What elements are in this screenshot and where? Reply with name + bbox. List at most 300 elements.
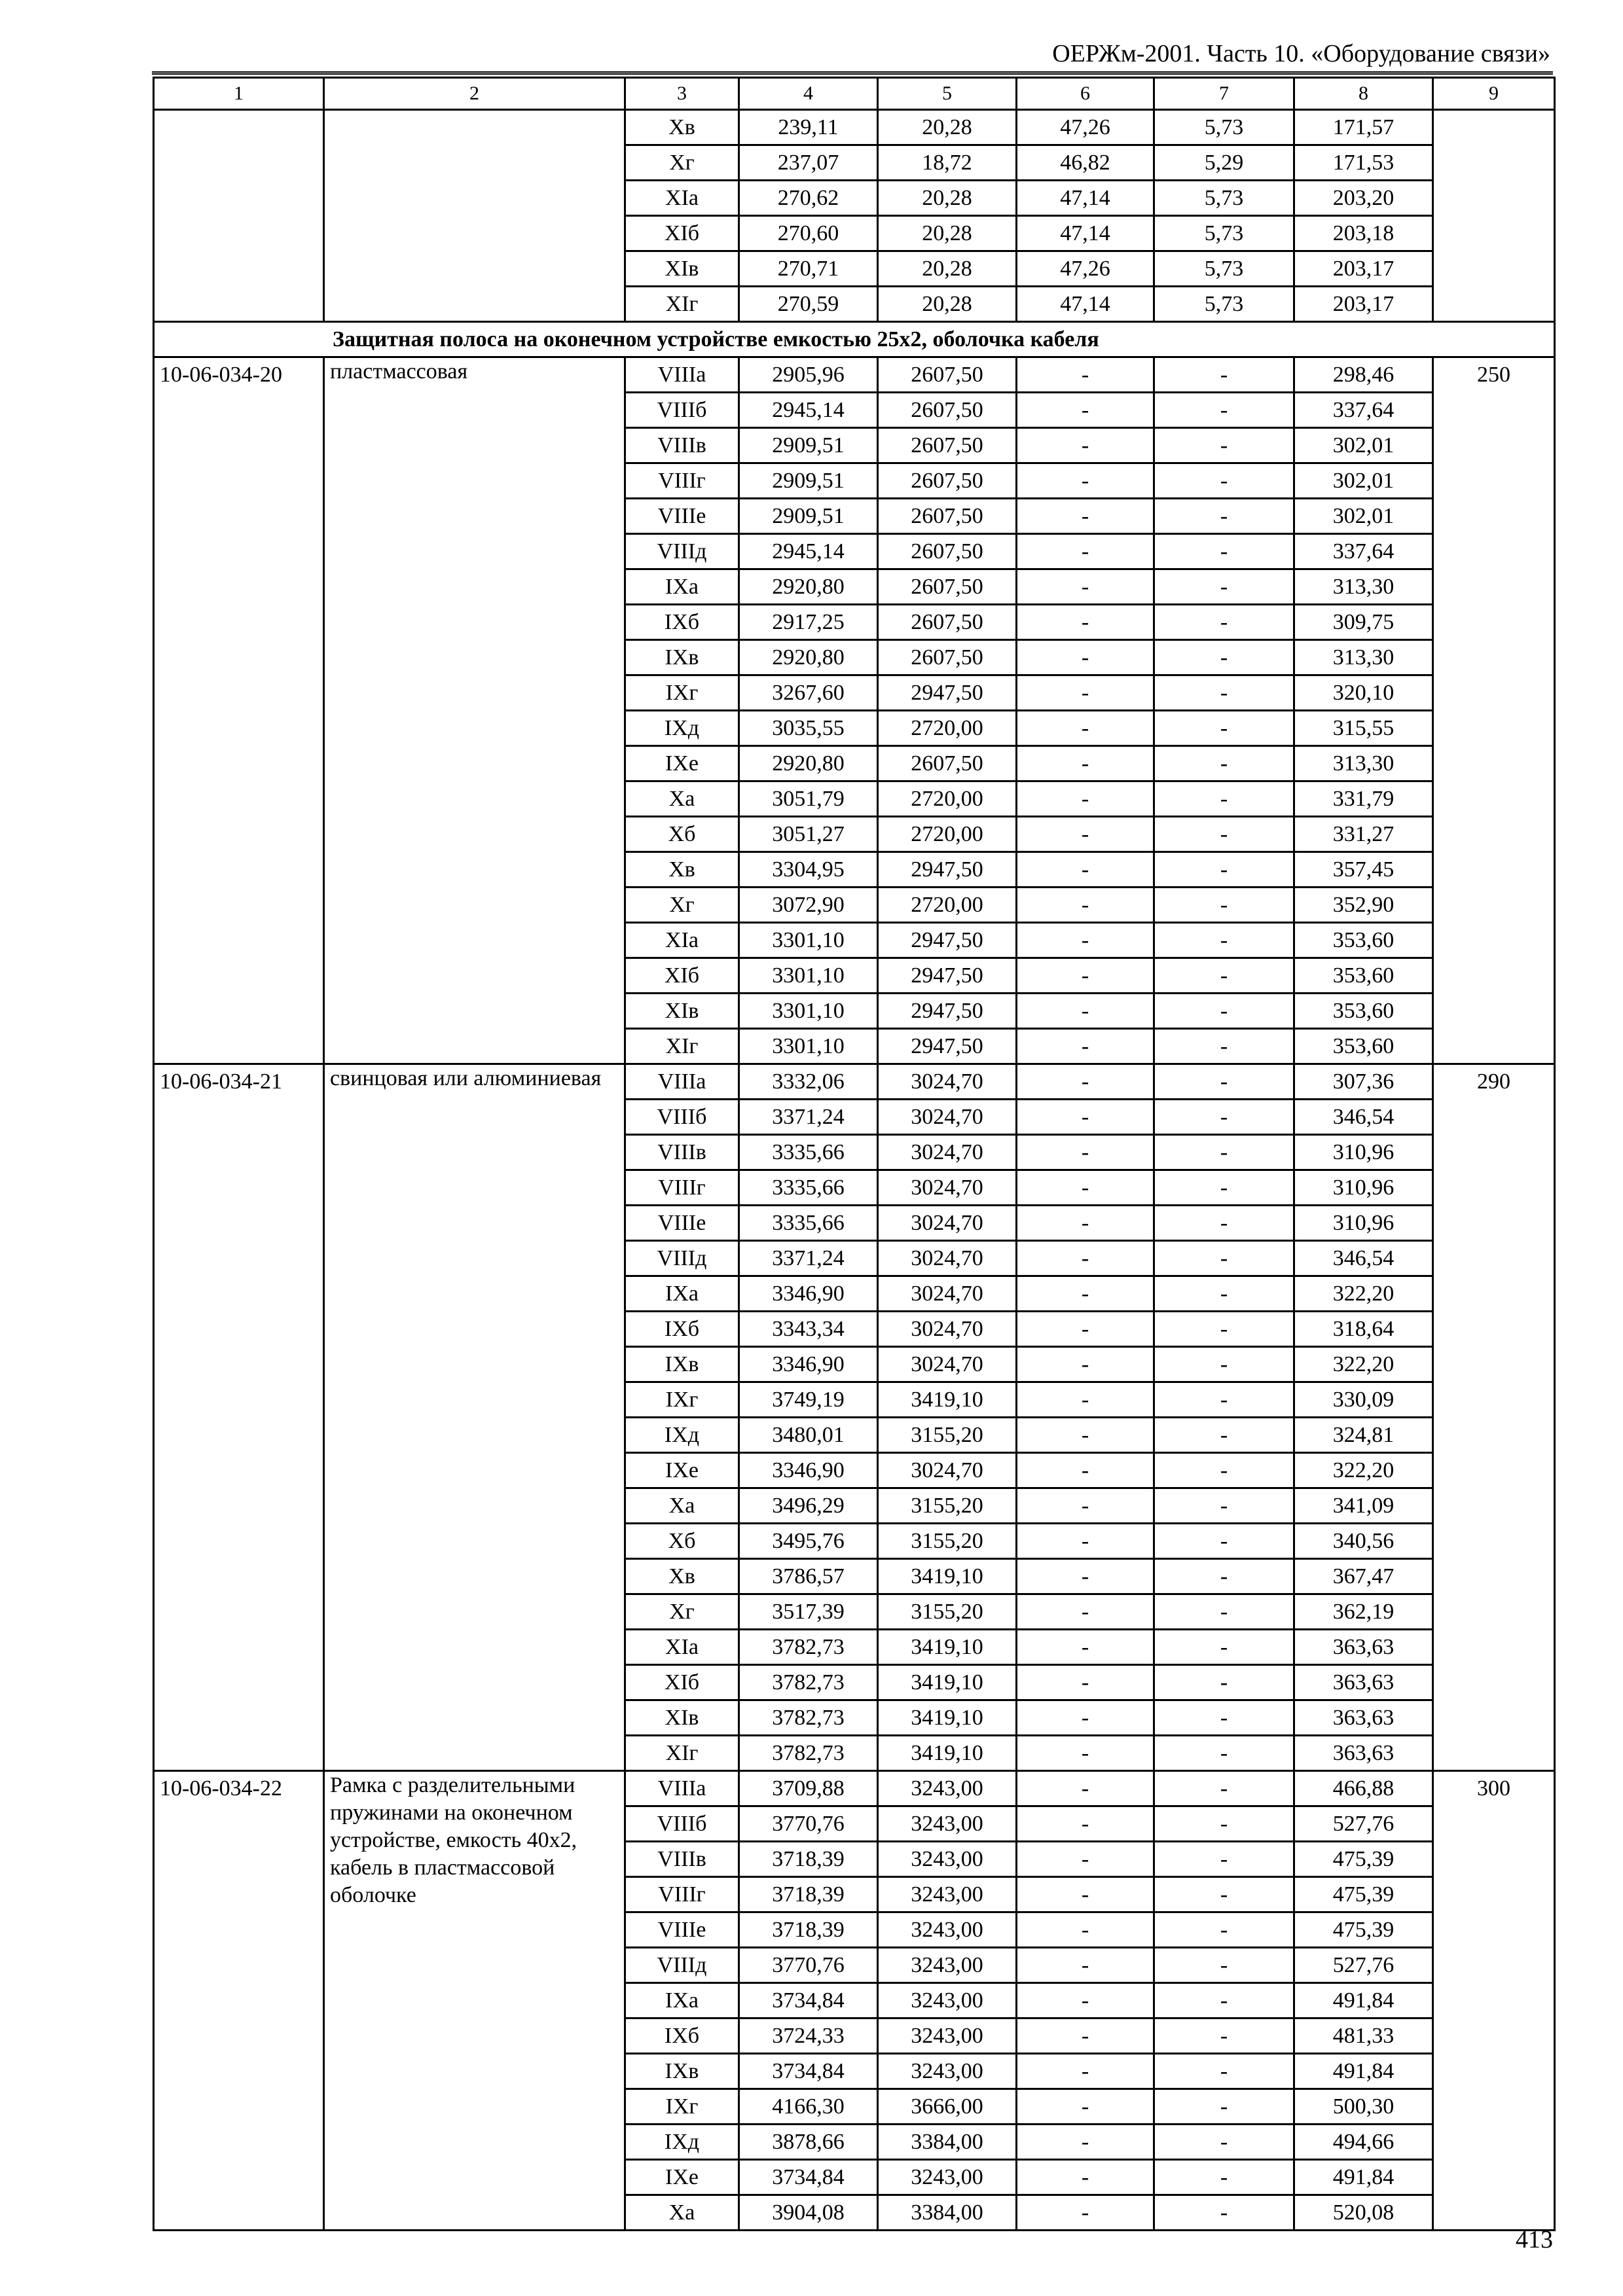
materials-cell: 491,84	[1294, 1983, 1433, 2018]
machines-cell: 47,26	[1017, 110, 1154, 145]
total-cost-cell: 3718,39	[739, 1842, 878, 1877]
machines-cell: -	[1017, 888, 1154, 923]
total-cost-cell: 3051,79	[739, 781, 878, 817]
machinist-wages-cell: -	[1154, 1241, 1294, 1276]
group-cell: Xв	[625, 852, 739, 888]
machinist-wages-cell: 5,73	[1154, 251, 1294, 287]
total-cost-cell: 270,60	[739, 216, 878, 251]
group-cell: VIIIв	[625, 1842, 739, 1877]
code-cell: 10-06-034-22	[154, 1771, 324, 2231]
machinist-wages-cell: -	[1154, 1312, 1294, 1347]
wages-cell: 3024,70	[878, 1347, 1017, 1382]
materials-cell: 494,66	[1294, 2125, 1433, 2160]
machinist-wages-cell: -	[1154, 605, 1294, 640]
group-cell: VIIIб	[625, 1806, 739, 1842]
group-cell: VIIIд	[625, 534, 739, 569]
group-cell: Xа	[625, 781, 739, 817]
machines-cell: -	[1017, 1983, 1154, 2018]
wages-cell: 3243,00	[878, 1842, 1017, 1877]
machines-cell: 47,14	[1017, 287, 1154, 322]
col9-cell: 290	[1433, 1064, 1555, 1771]
total-cost-cell: 3782,73	[739, 1700, 878, 1736]
machines-cell: -	[1017, 534, 1154, 569]
machinist-wages-cell: -	[1154, 393, 1294, 428]
column-number: 4	[739, 78, 878, 110]
machines-cell: -	[1017, 1100, 1154, 1135]
total-cost-cell: 3035,55	[739, 711, 878, 746]
wages-cell: 2720,00	[878, 781, 1017, 817]
group-cell: IXе	[625, 2160, 739, 2195]
total-cost-cell: 3770,76	[739, 1806, 878, 1842]
total-cost-cell: 270,71	[739, 251, 878, 287]
materials-cell: 367,47	[1294, 1559, 1433, 1594]
group-cell: IXа	[625, 1983, 739, 2018]
group-cell: IXа	[625, 1276, 739, 1312]
materials-cell: 363,63	[1294, 1630, 1433, 1665]
column-number: 2	[324, 78, 625, 110]
total-cost-cell: 239,11	[739, 110, 878, 145]
wages-cell: 2947,50	[878, 923, 1017, 958]
machines-cell: -	[1017, 1877, 1154, 1912]
group-cell: VIIIг	[625, 1170, 739, 1206]
group-cell: VIIIг	[625, 1877, 739, 1912]
total-cost-cell: 3346,90	[739, 1276, 878, 1312]
wages-cell: 20,28	[878, 181, 1017, 216]
machines-cell: -	[1017, 1170, 1154, 1206]
machines-cell: -	[1017, 958, 1154, 994]
materials-cell: 527,76	[1294, 1948, 1433, 1983]
code-cell	[154, 110, 324, 322]
machines-cell: -	[1017, 569, 1154, 605]
materials-cell: 203,18	[1294, 216, 1433, 251]
machinist-wages-cell: -	[1154, 1559, 1294, 1594]
machinist-wages-cell: -	[1154, 1771, 1294, 1806]
wages-cell: 3666,00	[878, 2089, 1017, 2125]
group-cell: IXд	[625, 2125, 739, 2160]
machinist-wages-cell: 5,29	[1154, 145, 1294, 181]
total-cost-cell: 3749,19	[739, 1382, 878, 1418]
total-cost-cell: 3301,10	[739, 994, 878, 1029]
total-cost-cell: 2945,14	[739, 393, 878, 428]
group-cell: XIв	[625, 251, 739, 287]
machinist-wages-cell: -	[1154, 1418, 1294, 1453]
machines-cell: -	[1017, 675, 1154, 711]
wages-cell: 18,72	[878, 145, 1017, 181]
col9-cell	[1433, 110, 1555, 322]
machines-cell: -	[1017, 923, 1154, 958]
wages-cell: 2607,50	[878, 640, 1017, 675]
total-cost-cell: 2909,51	[739, 428, 878, 463]
machines-cell: -	[1017, 781, 1154, 817]
machines-cell: -	[1017, 2018, 1154, 2054]
total-cost-cell: 3496,29	[739, 1488, 878, 1524]
materials-cell: 313,30	[1294, 640, 1433, 675]
wages-cell: 3243,00	[878, 2054, 1017, 2089]
group-cell: XIг	[625, 1029, 739, 1064]
group-cell: VIIIа	[625, 1064, 739, 1100]
group-cell: IXв	[625, 1347, 739, 1382]
group-cell: IXе	[625, 746, 739, 781]
col9-cell: 250	[1433, 357, 1555, 1064]
total-cost-cell: 2945,14	[739, 534, 878, 569]
column-number: 8	[1294, 78, 1433, 110]
total-cost-cell: 3346,90	[739, 1347, 878, 1382]
machines-cell: 47,26	[1017, 251, 1154, 287]
wages-cell: 3243,00	[878, 1806, 1017, 1842]
total-cost-cell: 3724,33	[739, 2018, 878, 2054]
section-header-row	[154, 322, 1555, 357]
group-cell: XIб	[625, 216, 739, 251]
machines-cell: -	[1017, 2054, 1154, 2089]
wages-cell: 2607,50	[878, 393, 1017, 428]
machinist-wages-cell: -	[1154, 1206, 1294, 1241]
materials-cell: 491,84	[1294, 2160, 1433, 2195]
group-cell: Xв	[625, 1559, 739, 1594]
wages-cell: 3419,10	[878, 1736, 1017, 1771]
machines-cell: -	[1017, 852, 1154, 888]
total-cost-cell: 2917,25	[739, 605, 878, 640]
machinist-wages-cell: -	[1154, 534, 1294, 569]
materials-cell: 491,84	[1294, 2054, 1433, 2089]
group-cell: Xг	[625, 1594, 739, 1630]
machinist-wages-cell: -	[1154, 958, 1294, 994]
group-cell: XIа	[625, 923, 739, 958]
total-cost-cell: 3332,06	[739, 1064, 878, 1100]
materials-cell: 331,79	[1294, 781, 1433, 817]
column-number: 7	[1154, 78, 1294, 110]
machines-cell: -	[1017, 746, 1154, 781]
machines-cell: -	[1017, 393, 1154, 428]
machines-cell: 47,14	[1017, 216, 1154, 251]
group-cell: Xб	[625, 817, 739, 852]
materials-cell: 203,17	[1294, 251, 1433, 287]
machines-cell: -	[1017, 1347, 1154, 1382]
materials-cell: 318,64	[1294, 1312, 1433, 1347]
group-cell: IXд	[625, 711, 739, 746]
machinist-wages-cell: -	[1154, 1630, 1294, 1665]
materials-cell: 353,60	[1294, 994, 1433, 1029]
materials-cell: 313,30	[1294, 746, 1433, 781]
machines-cell: -	[1017, 1488, 1154, 1524]
materials-cell: 310,96	[1294, 1206, 1433, 1241]
total-cost-cell: 3371,24	[739, 1100, 878, 1135]
machinist-wages-cell: -	[1154, 1806, 1294, 1842]
total-cost-cell: 3304,95	[739, 852, 878, 888]
machinist-wages-cell: -	[1154, 1347, 1294, 1382]
machinist-wages-cell: -	[1154, 2089, 1294, 2125]
materials-cell: 475,39	[1294, 1877, 1433, 1912]
materials-cell: 352,90	[1294, 888, 1433, 923]
wages-cell: 2607,50	[878, 499, 1017, 534]
group-cell: XIа	[625, 181, 739, 216]
materials-cell: 302,01	[1294, 463, 1433, 499]
column-number: 5	[878, 78, 1017, 110]
total-cost-cell: 3343,34	[739, 1312, 878, 1347]
wages-cell: 3155,20	[878, 1488, 1017, 1524]
machines-cell: -	[1017, 2160, 1154, 2195]
group-cell: XIа	[625, 1630, 739, 1665]
machinist-wages-cell: -	[1154, 1064, 1294, 1100]
group-cell: XIв	[625, 994, 739, 1029]
machinist-wages-cell: -	[1154, 746, 1294, 781]
machinist-wages-cell: -	[1154, 711, 1294, 746]
materials-cell: 346,54	[1294, 1100, 1433, 1135]
group-cell: Xб	[625, 1524, 739, 1559]
total-cost-cell: 3517,39	[739, 1594, 878, 1630]
wages-cell: 2607,50	[878, 569, 1017, 605]
machinist-wages-cell: -	[1154, 1029, 1294, 1064]
machinist-wages-cell: -	[1154, 1276, 1294, 1312]
machines-cell: -	[1017, 357, 1154, 393]
machinist-wages-cell: -	[1154, 994, 1294, 1029]
group-cell: Xа	[625, 1488, 739, 1524]
machines-cell: -	[1017, 2089, 1154, 2125]
machines-cell: -	[1017, 1029, 1154, 1064]
total-cost-cell: 3718,39	[739, 1877, 878, 1912]
wages-cell: 2720,00	[878, 817, 1017, 852]
group-cell: VIIIе	[625, 1206, 739, 1241]
group-cell: IXв	[625, 640, 739, 675]
group-cell: IXб	[625, 2018, 739, 2054]
total-cost-cell: 4166,30	[739, 2089, 878, 2125]
total-cost-cell: 3782,73	[739, 1736, 878, 1771]
wages-cell: 2720,00	[878, 711, 1017, 746]
wages-cell: 3419,10	[878, 1630, 1017, 1665]
machinist-wages-cell: -	[1154, 463, 1294, 499]
column-number: 6	[1017, 78, 1154, 110]
machines-cell: -	[1017, 1453, 1154, 1488]
machines-cell: 46,82	[1017, 145, 1154, 181]
machines-cell: -	[1017, 1948, 1154, 1983]
machinist-wages-cell: -	[1154, 888, 1294, 923]
machines-cell: -	[1017, 1630, 1154, 1665]
column-number: 1	[154, 78, 324, 110]
total-cost-cell: 2909,51	[739, 499, 878, 534]
materials-cell: 315,55	[1294, 711, 1433, 746]
materials-cell: 171,57	[1294, 110, 1433, 145]
materials-cell: 337,64	[1294, 534, 1433, 569]
page-number: 413	[1516, 2226, 1553, 2253]
materials-cell: 500,30	[1294, 2089, 1433, 2125]
wages-cell: 2947,50	[878, 958, 1017, 994]
group-cell: IXб	[625, 1312, 739, 1347]
materials-cell: 481,33	[1294, 2018, 1433, 2054]
name-cell: пластмассовая	[324, 357, 625, 1064]
materials-cell: 320,10	[1294, 675, 1433, 711]
group-cell: VIIIв	[625, 428, 739, 463]
machinist-wages-cell: -	[1154, 1736, 1294, 1771]
machinist-wages-cell: -	[1154, 1453, 1294, 1488]
machines-cell: 47,14	[1017, 181, 1154, 216]
wages-cell: 20,28	[878, 110, 1017, 145]
total-cost-cell: 3734,84	[739, 2160, 878, 2195]
total-cost-cell: 3301,10	[739, 923, 878, 958]
materials-cell: 302,01	[1294, 428, 1433, 463]
wages-cell: 20,28	[878, 251, 1017, 287]
machines-cell: -	[1017, 2125, 1154, 2160]
wages-cell: 3024,70	[878, 1241, 1017, 1276]
wages-cell: 3243,00	[878, 2018, 1017, 2054]
materials-cell: 330,09	[1294, 1382, 1433, 1418]
group-cell: VIIIв	[625, 1135, 739, 1170]
total-cost-cell: 2905,96	[739, 357, 878, 393]
machines-cell: -	[1017, 1418, 1154, 1453]
materials-cell: 353,60	[1294, 1029, 1433, 1064]
machinist-wages-cell: -	[1154, 1877, 1294, 1912]
machinist-wages-cell: -	[1154, 2195, 1294, 2231]
materials-cell: 346,54	[1294, 1241, 1433, 1276]
code-cell: 10-06-034-20	[154, 357, 324, 1064]
machinist-wages-cell: -	[1154, 817, 1294, 852]
wages-cell: 3024,70	[878, 1312, 1017, 1347]
machines-cell: -	[1017, 1312, 1154, 1347]
group-cell: VIIIа	[625, 357, 739, 393]
machines-cell: -	[1017, 1736, 1154, 1771]
materials-cell: 203,17	[1294, 287, 1433, 322]
wages-cell: 3024,70	[878, 1276, 1017, 1312]
materials-cell: 357,45	[1294, 852, 1433, 888]
wages-cell: 3024,70	[878, 1064, 1017, 1100]
machines-cell: -	[1017, 1665, 1154, 1700]
group-cell: XIб	[625, 958, 739, 994]
table-row	[154, 1064, 1555, 1100]
total-cost-cell: 3335,66	[739, 1135, 878, 1170]
total-cost-cell: 3709,88	[739, 1771, 878, 1806]
table-body	[154, 78, 1555, 2231]
machinist-wages-cell: -	[1154, 1170, 1294, 1206]
materials-cell: 331,27	[1294, 817, 1433, 852]
wages-cell: 3024,70	[878, 1100, 1017, 1135]
wages-cell: 3243,00	[878, 2160, 1017, 2195]
total-cost-cell: 3335,66	[739, 1206, 878, 1241]
wages-cell: 2607,50	[878, 428, 1017, 463]
total-cost-cell: 3346,90	[739, 1453, 878, 1488]
machines-cell: -	[1017, 1912, 1154, 1948]
total-cost-cell: 2909,51	[739, 463, 878, 499]
machines-cell: -	[1017, 463, 1154, 499]
materials-cell: 322,20	[1294, 1453, 1433, 1488]
rates-table	[153, 77, 1556, 2231]
machines-cell: -	[1017, 1206, 1154, 1241]
machinist-wages-cell: -	[1154, 781, 1294, 817]
machinist-wages-cell: -	[1154, 2125, 1294, 2160]
wages-cell: 3024,70	[878, 1206, 1017, 1241]
total-cost-cell: 3335,66	[739, 1170, 878, 1206]
wages-cell: 3243,00	[878, 1771, 1017, 1806]
total-cost-cell: 3782,73	[739, 1665, 878, 1700]
materials-cell: 340,56	[1294, 1524, 1433, 1559]
machinist-wages-cell: -	[1154, 2054, 1294, 2089]
materials-cell: 527,76	[1294, 1806, 1433, 1842]
wages-cell: 3024,70	[878, 1453, 1017, 1488]
machines-cell: -	[1017, 1842, 1154, 1877]
total-cost-cell: 3786,57	[739, 1559, 878, 1594]
wages-cell: 2607,50	[878, 463, 1017, 499]
wages-cell: 2947,50	[878, 1029, 1017, 1064]
wages-cell: 2947,50	[878, 994, 1017, 1029]
group-cell: VIIIд	[625, 1241, 739, 1276]
machines-cell: -	[1017, 817, 1154, 852]
materials-cell: 363,63	[1294, 1700, 1433, 1736]
total-cost-cell: 3371,24	[739, 1241, 878, 1276]
group-cell: VIIIд	[625, 1948, 739, 1983]
document-title: ОЕРЖм-2001. Часть 10. «Оборудование связи»	[1052, 40, 1550, 67]
machinist-wages-cell: 5,73	[1154, 287, 1294, 322]
group-cell: XIб	[625, 1665, 739, 1700]
materials-cell: 310,96	[1294, 1135, 1433, 1170]
materials-cell: 309,75	[1294, 605, 1433, 640]
wages-cell: 2720,00	[878, 888, 1017, 923]
materials-cell: 322,20	[1294, 1347, 1433, 1382]
group-cell: XIг	[625, 1736, 739, 1771]
machinist-wages-cell: -	[1154, 1842, 1294, 1877]
group-cell: Xа	[625, 2195, 739, 2231]
total-cost-cell: 3051,27	[739, 817, 878, 852]
wages-cell: 3419,10	[878, 1382, 1017, 1418]
group-cell: Xв	[625, 110, 739, 145]
wages-cell: 3155,20	[878, 1594, 1017, 1630]
total-cost-cell: 3734,84	[739, 1983, 878, 2018]
group-cell: VIIIб	[625, 393, 739, 428]
machinist-wages-cell: -	[1154, 1665, 1294, 1700]
wages-cell: 2607,50	[878, 746, 1017, 781]
column-number: 3	[625, 78, 739, 110]
materials-cell: 310,96	[1294, 1170, 1433, 1206]
total-cost-cell: 3878,66	[739, 2125, 878, 2160]
wages-cell: 3419,10	[878, 1665, 1017, 1700]
wages-cell: 3243,00	[878, 1912, 1017, 1948]
machinist-wages-cell: -	[1154, 499, 1294, 534]
machinist-wages-cell: -	[1154, 1948, 1294, 1983]
materials-cell: 363,63	[1294, 1736, 1433, 1771]
machines-cell: -	[1017, 711, 1154, 746]
machines-cell: -	[1017, 1559, 1154, 1594]
wages-cell: 3243,00	[878, 1948, 1017, 1983]
total-cost-cell: 3072,90	[739, 888, 878, 923]
total-cost-cell: 3301,10	[739, 1029, 878, 1064]
wages-cell: 2607,50	[878, 534, 1017, 569]
total-cost-cell: 3770,76	[739, 1948, 878, 1983]
machines-cell: -	[1017, 1806, 1154, 1842]
machinist-wages-cell: 5,73	[1154, 181, 1294, 216]
col9-cell: 300	[1433, 1771, 1555, 2231]
total-cost-cell: 3782,73	[739, 1630, 878, 1665]
group-cell: IXг	[625, 1382, 739, 1418]
materials-cell: 171,53	[1294, 145, 1433, 181]
materials-cell: 353,60	[1294, 923, 1433, 958]
machines-cell: -	[1017, 1135, 1154, 1170]
section-title: Защитная полоса на оконечном устройстве емкостью 25х2, оболочка кабеля	[154, 322, 1555, 357]
machinist-wages-cell: -	[1154, 1382, 1294, 1418]
machines-cell: -	[1017, 499, 1154, 534]
total-cost-cell: 3904,08	[739, 2195, 878, 2231]
total-cost-cell: 270,62	[739, 181, 878, 216]
wages-cell: 3024,70	[878, 1170, 1017, 1206]
materials-cell: 298,46	[1294, 357, 1433, 393]
machines-cell: -	[1017, 428, 1154, 463]
wages-cell: 3243,00	[878, 1877, 1017, 1912]
column-number: 9	[1433, 78, 1555, 110]
machines-cell: -	[1017, 994, 1154, 1029]
machines-cell: -	[1017, 1594, 1154, 1630]
materials-cell: 324,81	[1294, 1418, 1433, 1453]
materials-cell: 466,88	[1294, 1771, 1433, 1806]
machines-cell: -	[1017, 2195, 1154, 2231]
machinist-wages-cell: -	[1154, 1524, 1294, 1559]
wages-cell: 3419,10	[878, 1559, 1017, 1594]
group-cell: VIIIе	[625, 499, 739, 534]
materials-cell: 475,39	[1294, 1842, 1433, 1877]
